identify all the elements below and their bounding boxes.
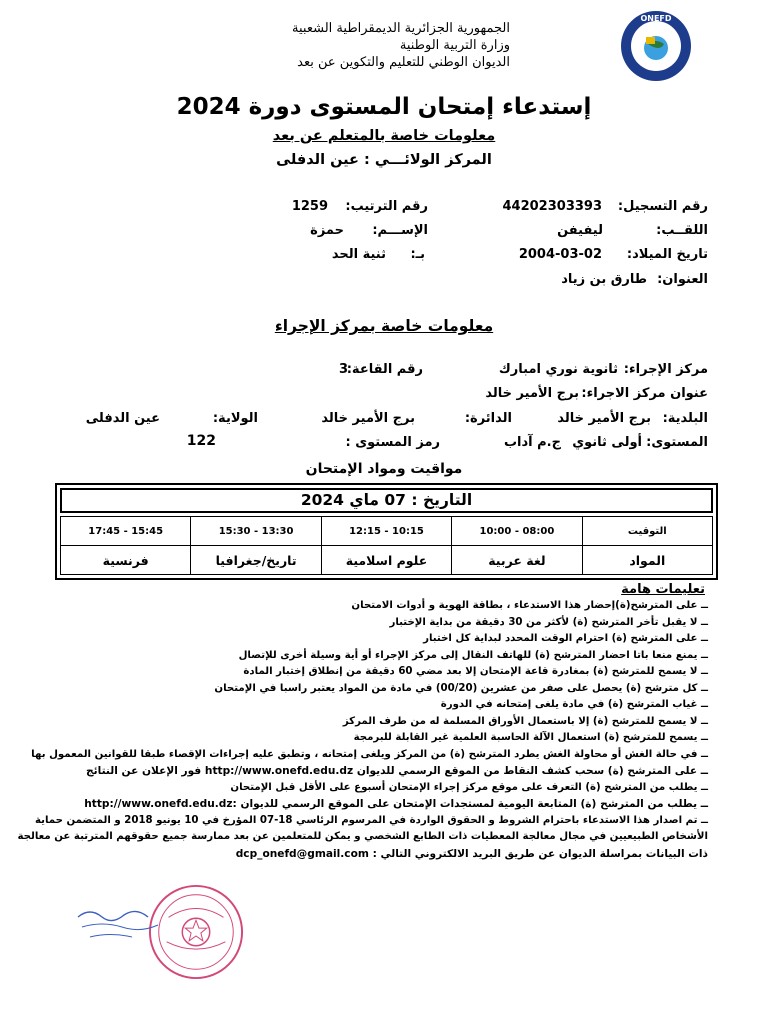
- schedule-title: مواقيت ومواد الإمتحان: [305, 461, 463, 477]
- exam-center-address-label: عنوان مركز الاجراء:: [581, 386, 708, 401]
- registration-label: رقم التسجيل:: [617, 199, 708, 214]
- schedule-table: [55, 483, 718, 580]
- onefd-logo: [620, 10, 692, 82]
- office-line: الديوان الوطني للتعليم والتكوين عن بعد: [297, 55, 510, 70]
- subject-cell: فرنسية: [102, 552, 149, 568]
- birthdate-label: تاريخ الميلاد:: [626, 247, 708, 262]
- instruction-item: ــ لا يقبل تأخر المترشح (ة) لأكثر من 30 دقيقة من بداية الإختبار: [389, 616, 708, 628]
- time-slot: 17:45 - 15:45: [88, 525, 164, 537]
- logo-text: ONEFD: [640, 14, 672, 23]
- rank-label: رقم الترتيب:: [345, 199, 428, 214]
- instruction-item: ــ يطلب من المترشح (ة) التعرف على موقع مركز إجراء الإمتحان أسبوع على الأقل قبل الإمتحان: [230, 781, 708, 793]
- instruction-item: ــ في حالة الغش أو محاولة الغش يطرد المترشح (ة) من المركز ويلغى إمتحانه ، وتطبق عليه إجراءات الإقصاء طبقا للقوانين المعمول بها: [31, 748, 708, 760]
- birthplace-label: بـ:: [410, 247, 425, 262]
- name-label: الإســـم:: [372, 223, 428, 238]
- instruction-item: ــ يسمح للمترشح (ة) استعمال الآلة الحاسبة العلمية غير القابلة للبرمجة: [353, 732, 708, 743]
- regional-center-title: المركز الولائـــي : عين الدفلى: [276, 152, 492, 168]
- subject-cell: لغة عربية: [451, 546, 581, 574]
- exam-center-value: ثانوية نوري امبارك: [498, 362, 618, 377]
- instruction-item: ــ تم اصدار هذا الاستدعاء باحترام الشروط و الحقوق الواردة في المرسوم الرئاسي 18-07 المؤرخ في 10 يونيو 2018 و المتضمن حماية: [34, 814, 708, 826]
- instruction-item: ــ غياب المترشح (ة) في مادة يلغى إمتحانه في الدورة: [440, 699, 708, 710]
- name-value: حمزة: [310, 223, 344, 238]
- time-row-label: التوقيت: [582, 517, 712, 545]
- instruction-item: ذات البيانات بمراسلة الديوان عن طريق البريد الالكتروني التالي : dcp_onefd@gmail.com: [235, 847, 708, 860]
- ministry-line: وزارة التربية الوطنية: [399, 38, 510, 53]
- time-row: [60, 516, 713, 546]
- room-value: 3: [338, 362, 348, 377]
- instruction-item: ــ على المترشح (ة) احترام الوقت المحدد لبداية كل اختبار: [423, 633, 708, 644]
- subject-cell: تاريخ/جغرافيا: [190, 546, 320, 574]
- surname-label: اللقــب:: [656, 223, 708, 238]
- instructions-title: تعليمات هامة: [621, 582, 705, 597]
- daira-value: برج الأمير خالد: [321, 411, 415, 426]
- surname-value: ليفيفن: [557, 223, 603, 238]
- exam-center-address-value: برج الأمير خالد: [485, 386, 579, 401]
- level-code-value: 122: [186, 433, 216, 449]
- government-header: [292, 20, 510, 71]
- instruction-item: ــ يمنع منعا باتا احضار المترشح (ة) للهاتف النقال إلى مركز الإجراء أو أية وسيلة أخرى للإتصال: [238, 649, 708, 661]
- birthdate-value: 2004-03-02: [518, 247, 602, 262]
- registration-value: 44202303393: [502, 199, 602, 214]
- schedule-grid: [60, 516, 713, 575]
- instruction-item: ــ على المترشح (ة) سحب كشف النقاط من الموقع الرسمي للديوان http://www.onefd.edu.dz فور الإعلان عن النتائج: [86, 765, 708, 777]
- instructions-list: [18, 598, 708, 862]
- subject-row-label: المواد: [582, 546, 712, 574]
- time-slot: 10:00 - 08:00: [451, 517, 581, 545]
- time-slot: 12:15 - 10:15: [321, 517, 451, 545]
- subject-cell: علوم اسلامية: [321, 546, 451, 574]
- stream-value: ج.م آداب: [503, 435, 561, 450]
- room-label: رقم القاعة:: [346, 362, 423, 377]
- time-slot: 15:30 - 13:30: [190, 517, 320, 545]
- signature: [70, 903, 170, 943]
- level-value: أولى ثانوي: [572, 435, 642, 450]
- wilaya-value: عين الدفلى: [85, 411, 160, 426]
- instruction-item: الأشخاص الطبيعيين في مجال معالجة المعطيات ذات الطابع الشخصي و يمكن للمتعلمين عن بعد ممارسة جميع حقوقهم المترتبة عن معالجة: [17, 831, 708, 842]
- level-label: المستوى:: [646, 435, 708, 450]
- instruction-item: ــ يطلب من المترشح (ة) المتابعة اليومية لمستجدات الإمتحان على الموقع الرسمي للديوان :http://www.onefd.edu.dz: [84, 798, 708, 810]
- exam-center-label: مركز الإجراء:: [623, 362, 708, 377]
- instruction-item: ــ لا يسمح للمترشح (ة) بمغادرة قاعة الإمتحان إلا بعد مضي 60 دقيقة من إنطلاق إختبار المادة: [243, 666, 708, 677]
- address-value: طارق بن زياد: [561, 272, 647, 287]
- wilaya-label: الولاية:: [212, 411, 258, 426]
- rank-value: 1259: [291, 199, 328, 214]
- page-title: إستدعاء إمتحان المستوى دورة 2024: [176, 94, 592, 120]
- exam-date: التاريخ : 07 ماي 2024: [60, 488, 713, 513]
- municipality-label: البلدية:: [662, 411, 708, 426]
- address-label: العنوان:: [657, 272, 708, 287]
- exam-center-section-title: معلومات خاصة بمركز الإجراء: [274, 317, 494, 335]
- level-code-label: رمز المستوى :: [345, 435, 440, 450]
- municipality-value: برج الأمير خالد: [557, 411, 651, 426]
- birthplace-value: ثنية الحد: [331, 247, 386, 262]
- republic-line: الجمهورية الجزائرية الديمقراطية الشعبية: [292, 21, 510, 36]
- learner-section-title: معلومات خاصة بالمتعلم عن بعد: [272, 128, 496, 144]
- subject-row: [60, 546, 713, 575]
- daira-label: الدائرة:: [464, 411, 512, 426]
- instruction-item: ــ لا يسمح للمترشح (ة) إلا باستعمال الأوراق المسلمة له من طرف المركز: [342, 715, 708, 727]
- instruction-item: ــ على المترشح(ة)إحضار هذا الاستدعاء ، بطاقة الهوية و أدوات الامتحان: [351, 600, 708, 611]
- instruction-item: ــ كل مترشح (ة) يحصل على صفر من عشرين (00/20) في مادة من المواد يعتبر راسبا في الإمتحان: [214, 682, 708, 694]
